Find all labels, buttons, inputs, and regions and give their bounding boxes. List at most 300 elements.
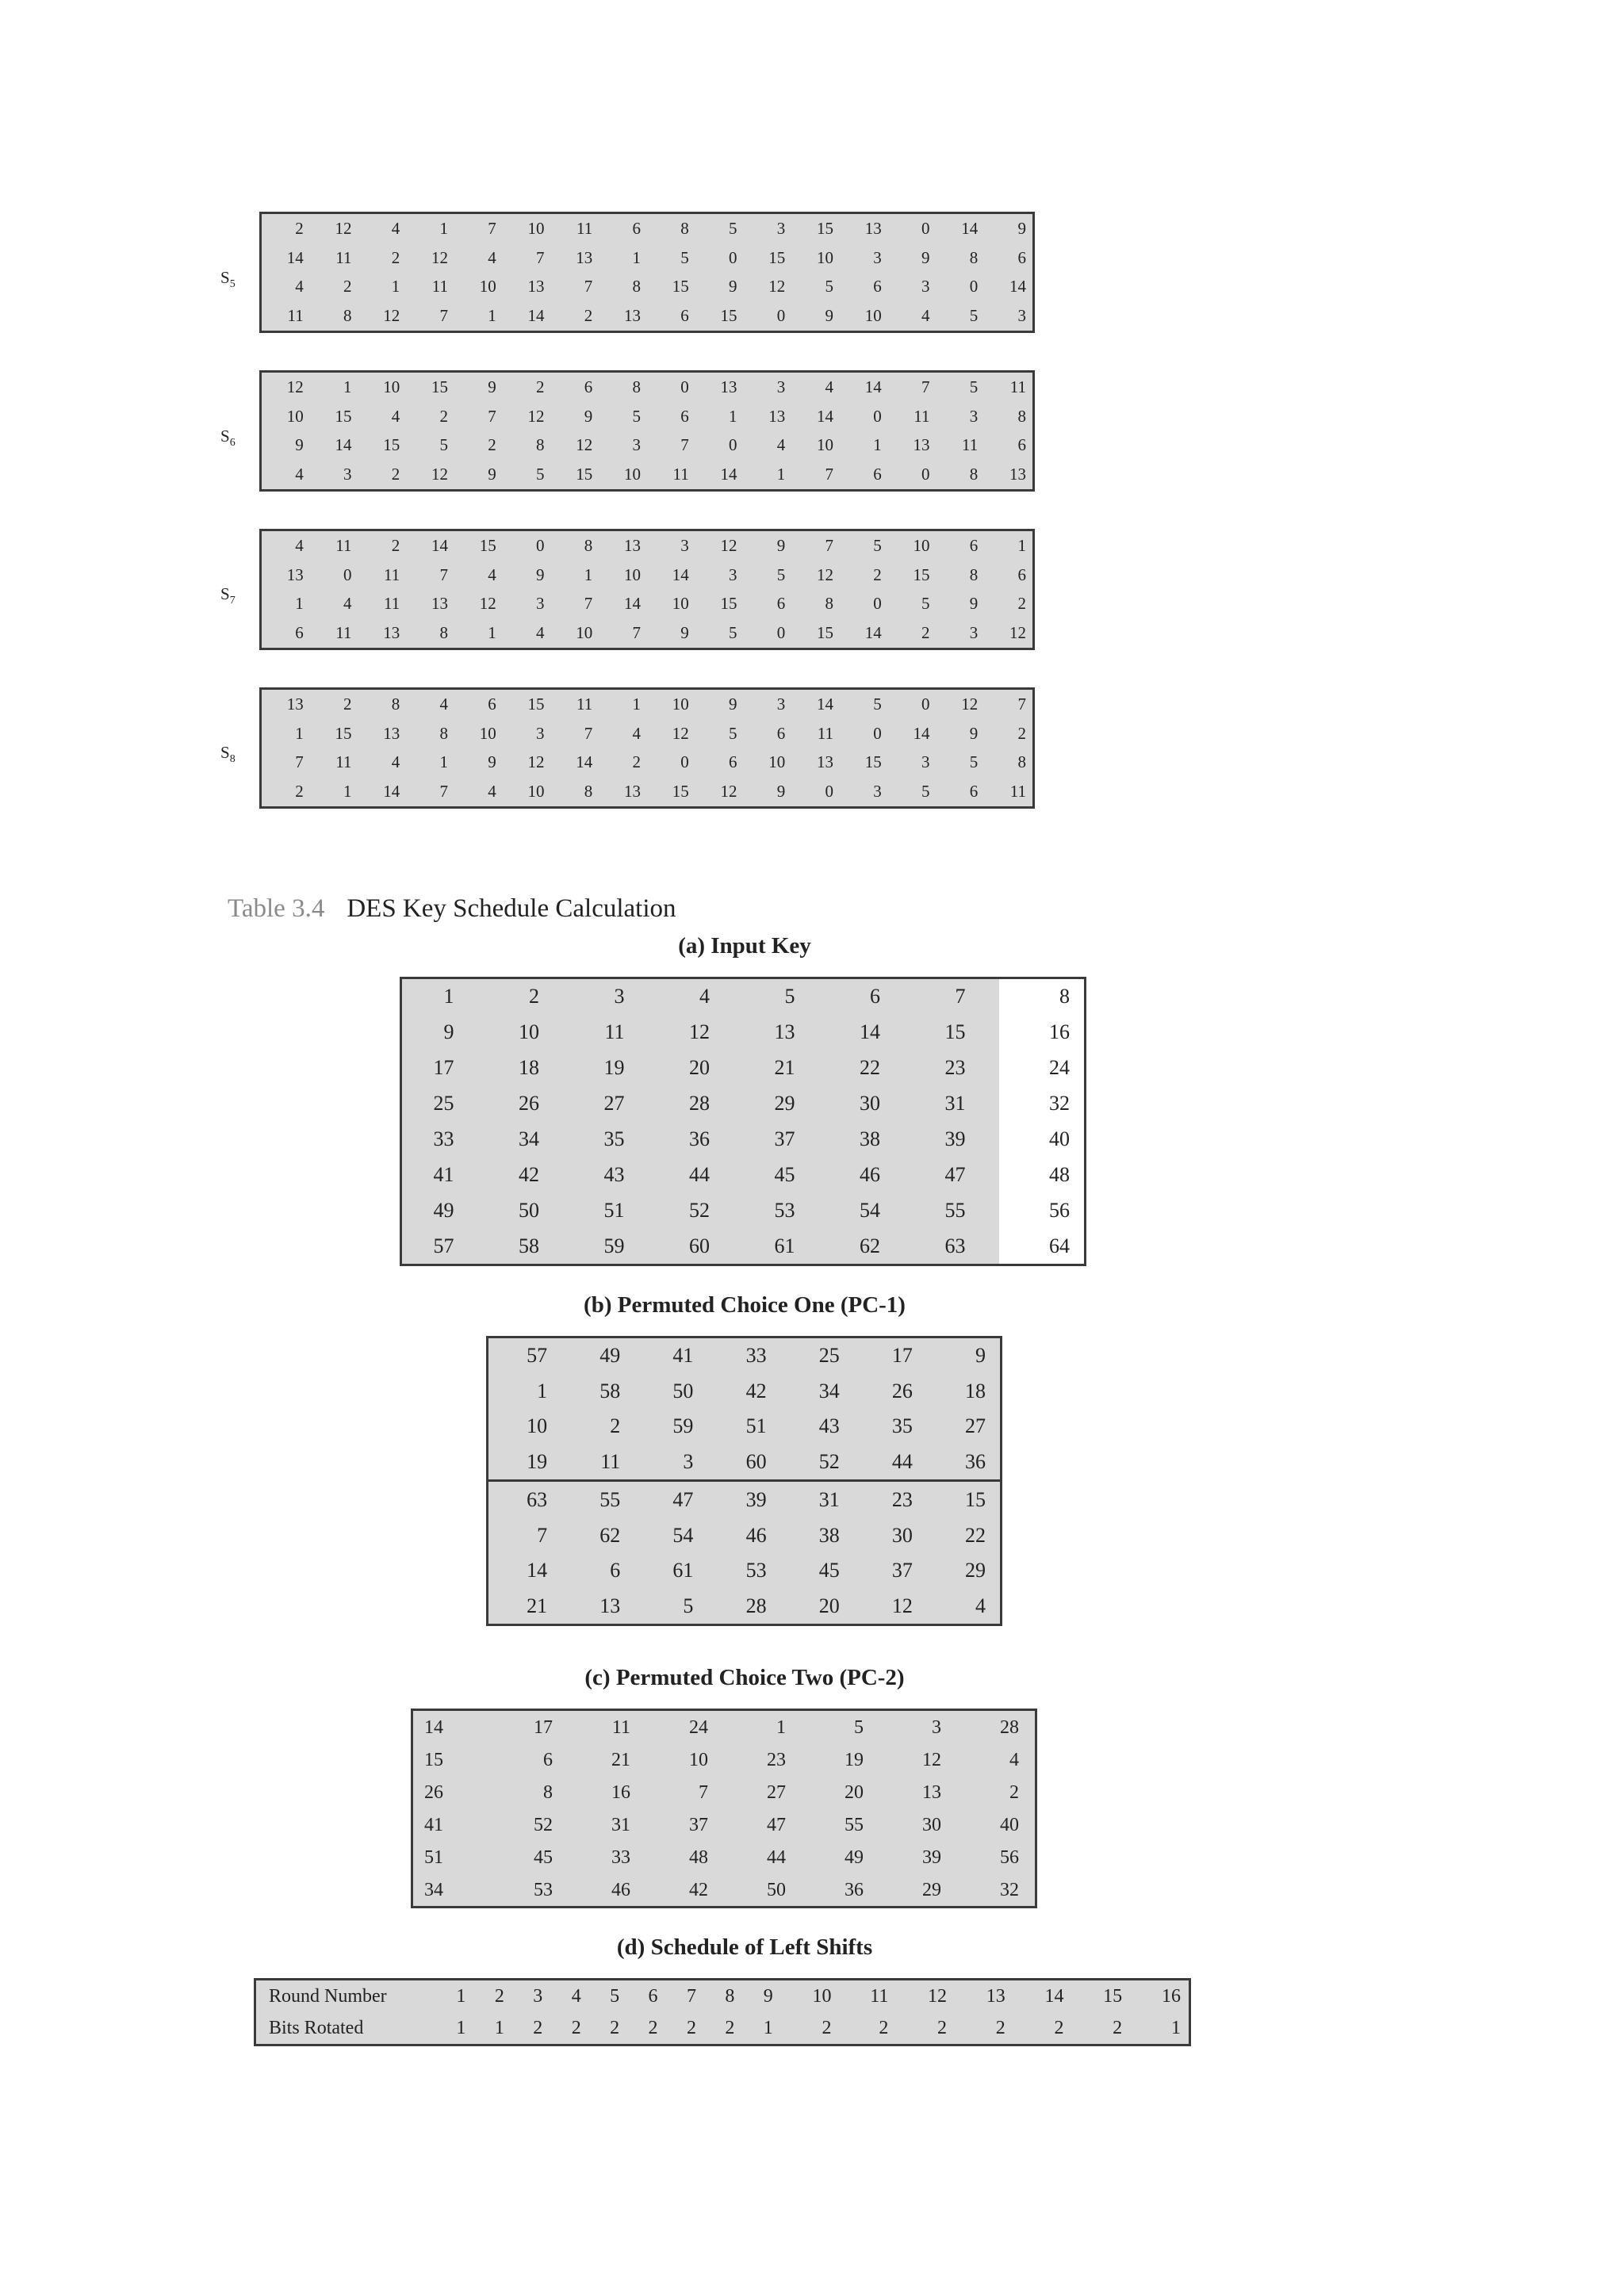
pc1-cell: 59 xyxy=(672,1414,694,1437)
sbox-cell: 7 xyxy=(295,752,304,772)
sbox-cell: 7 xyxy=(488,406,496,426)
sbox-cell: 7 xyxy=(584,277,593,297)
input-key-cell: 4 xyxy=(658,979,744,1015)
sbox-cell: 3 xyxy=(776,377,786,396)
sbox-cell: 15 xyxy=(479,535,496,555)
sbox-cell: 9 xyxy=(921,247,930,267)
input-key-row xyxy=(402,1192,1084,1228)
sbox-cell: 2 xyxy=(873,564,882,584)
round-number-cell: 1 xyxy=(456,1986,466,2007)
bits-rotated-cell: 1 xyxy=(456,2018,466,2038)
input-key-cell: 42 xyxy=(488,1157,573,1192)
pc1-cell: 46 xyxy=(745,1523,767,1547)
sbox-cell: 10 xyxy=(913,535,930,555)
input-key-cell: 44 xyxy=(658,1157,744,1192)
pc2-cell: 11 xyxy=(611,1716,630,1738)
sbox-cell: 4 xyxy=(295,277,304,297)
pc2-cell: 24 xyxy=(689,1716,708,1738)
sbox-cell: 10 xyxy=(672,694,689,714)
pc1-cell: 58 xyxy=(599,1379,621,1402)
round-number-label: Round Number xyxy=(269,1986,387,2007)
sbox-cell: 11 xyxy=(576,218,593,238)
sbox-row xyxy=(262,243,1032,273)
sbox-cell: 9 xyxy=(584,406,593,426)
pc2-cell: 3 xyxy=(932,1716,941,1738)
input-key-cell: 17 xyxy=(402,1050,488,1086)
pc2-cell: 47 xyxy=(767,1814,786,1835)
sbox-cell: 13 xyxy=(624,535,641,555)
sbox-cell: 14 xyxy=(624,594,641,614)
pc2-cell: 4 xyxy=(1009,1749,1019,1770)
input-key-cell: 12 xyxy=(658,1015,744,1050)
input-key-cell: 59 xyxy=(573,1228,658,1264)
sbox-cell: 8 xyxy=(536,435,545,455)
sbox-cell: 6 xyxy=(584,377,593,396)
input-key-cell: 47 xyxy=(914,1157,999,1192)
input-key-cell: 13 xyxy=(743,1015,829,1050)
sbox-cell: 0 xyxy=(873,406,882,426)
sbox-cell: 12 xyxy=(576,435,593,455)
round-number-cell: 13 xyxy=(986,1986,1005,2007)
sbox-cell: 15 xyxy=(768,247,786,267)
pc2-cell: 2 xyxy=(1009,1781,1019,1803)
sbox-cell: 3 xyxy=(776,694,786,714)
sbox-cell: 0 xyxy=(680,377,689,396)
input-key-cell: 29 xyxy=(743,1086,829,1122)
input-key-cell: 9 xyxy=(402,1015,488,1050)
sbox-cell: 0 xyxy=(729,247,737,267)
sbox-cell: 5 xyxy=(680,247,689,267)
sbox-cell: 10 xyxy=(817,247,833,267)
sbox-cell: 2 xyxy=(488,435,496,455)
sbox-cell: 4 xyxy=(776,435,786,455)
sbox-cell: 5 xyxy=(873,535,882,555)
sbox-cell: 2 xyxy=(295,782,304,802)
round-number-cell: 2 xyxy=(494,1986,504,2007)
pc1-cell: 15 xyxy=(965,1488,986,1512)
pc1-row xyxy=(488,1409,1000,1444)
pc1-cell: 47 xyxy=(672,1488,694,1512)
sbox-cell: 7 xyxy=(439,306,448,326)
round-number-cell: 15 xyxy=(1103,1986,1123,2007)
pc2-row xyxy=(413,1873,1035,1906)
sbox-cell: 9 xyxy=(488,752,496,772)
input-key-cell: 24 xyxy=(999,1050,1085,1086)
pc1-cell: 39 xyxy=(745,1488,767,1512)
pc2-cell: 39 xyxy=(922,1846,941,1868)
input-key-cell: 2 xyxy=(488,979,573,1015)
sbox-label-s8: $S_8$ xyxy=(220,743,236,766)
sbox-cell: 4 xyxy=(921,306,930,326)
sbox-label-s6: $S_6$ xyxy=(220,427,236,450)
sbox-cell: 7 xyxy=(439,782,448,802)
sbox-s6-table xyxy=(262,373,1032,489)
sbox-cell: 9 xyxy=(295,435,304,455)
sbox-cell: 15 xyxy=(913,564,930,584)
sbox-cell: 8 xyxy=(969,564,979,584)
sbox-s5-table xyxy=(262,214,1032,331)
input-key-cell: 54 xyxy=(829,1192,914,1228)
pc1-cell: 36 xyxy=(927,1444,1000,1481)
sbox-cell: 0 xyxy=(776,306,786,326)
input-key-cell: 55 xyxy=(914,1192,999,1228)
sbox-cell: 11 xyxy=(335,752,352,772)
sbox-cell: 7 xyxy=(921,377,930,396)
sbox-cell: 4 xyxy=(391,406,400,426)
input-key-cell: 5 xyxy=(743,979,829,1015)
sbox-row xyxy=(262,690,1032,719)
sbox-cell: 3 xyxy=(873,247,882,267)
pc2-cell: 50 xyxy=(767,1879,786,1900)
input-key-cell: 14 xyxy=(829,1015,914,1050)
input-key-cell: 33 xyxy=(402,1122,488,1158)
pc1-cell: 30 xyxy=(891,1523,913,1547)
sbox-cell: 3 xyxy=(343,465,352,484)
sbox-cell: 5 xyxy=(969,752,979,772)
sbox-cell: 12 xyxy=(720,782,737,802)
sbox-cell: 14 xyxy=(383,782,400,802)
pc1-cell: 10 xyxy=(527,1414,548,1437)
sbox-cell: 8 xyxy=(584,535,593,555)
sbox-cell: 8 xyxy=(1017,752,1026,772)
sbox-cell: 8 xyxy=(825,594,833,614)
pc2-cell: 16 xyxy=(611,1781,630,1803)
sbox-cell: 14 xyxy=(1009,277,1026,297)
sbox-row xyxy=(262,531,1032,561)
pc2-cell: 32 xyxy=(1000,1879,1019,1900)
sbox-cell: 7 xyxy=(825,465,833,484)
round-number-cell: 4 xyxy=(571,1986,581,2007)
pc2-cell: 12 xyxy=(922,1749,941,1770)
input-key-cell: 64 xyxy=(999,1228,1085,1264)
pc1-cell: 43 xyxy=(818,1414,840,1437)
input-key-cell: 36 xyxy=(658,1122,744,1158)
sbox-cell: 14 xyxy=(864,623,882,643)
input-key-cell: 46 xyxy=(829,1157,914,1192)
sbox-cell: 14 xyxy=(576,752,593,772)
pc2-cell: 29 xyxy=(922,1879,941,1900)
sbox-cell: 11 xyxy=(431,277,448,297)
sbox-cell: 9 xyxy=(488,377,496,396)
sbox-cell: 1 xyxy=(632,247,641,267)
sbox-cell: 8 xyxy=(969,465,979,484)
sbox-cell: 0 xyxy=(680,752,689,772)
sbox-cell: 1 xyxy=(488,306,496,326)
input-key-row xyxy=(402,1157,1084,1192)
pc1-cell: 61 xyxy=(672,1559,694,1582)
sbox-cell: 14 xyxy=(527,306,545,326)
sbox-cell: 10 xyxy=(624,465,641,484)
pc1-cell: 14 xyxy=(527,1559,548,1582)
sbox-cell: 10 xyxy=(768,752,786,772)
pc1-cell: 11 xyxy=(561,1444,634,1481)
pc2-table xyxy=(411,1709,1037,1908)
input-key-row xyxy=(402,1228,1084,1264)
sbox-cell: 4 xyxy=(488,247,496,267)
input-key-caption: (a) Input Key xyxy=(678,933,811,959)
sbox-cell: 0 xyxy=(343,564,352,584)
bits-rotated-cell: 2 xyxy=(571,2018,581,2038)
sbox-cell: 5 xyxy=(921,782,930,802)
sbox-cell: 0 xyxy=(825,782,833,802)
pc1-cell: 9 xyxy=(975,1344,986,1368)
sbox-cell: 11 xyxy=(962,435,979,455)
pc2-cell: 17 xyxy=(534,1716,553,1738)
round-number-cell: 10 xyxy=(812,1986,832,2007)
sbox-s8-table xyxy=(262,690,1032,806)
sbox-cell: 11 xyxy=(817,723,833,743)
sbox-cell: 7 xyxy=(536,247,545,267)
pc1-cell: 23 xyxy=(891,1488,913,1512)
sbox-cell: 11 xyxy=(384,564,400,584)
sbox-cell: 5 xyxy=(969,306,979,326)
sbox-cell: 6 xyxy=(680,306,689,326)
sbox-cell: 13 xyxy=(913,435,930,455)
sbox-label-s7: $S_7$ xyxy=(220,584,236,607)
bits-rotated-cell: 2 xyxy=(879,2018,889,2038)
sbox-cell: 1 xyxy=(873,435,882,455)
pc1-cell: 2 xyxy=(610,1414,621,1437)
pc2-cell: 37 xyxy=(689,1814,708,1835)
sbox-cell: 5 xyxy=(776,564,786,584)
pc2-cell: 46 xyxy=(611,1879,630,1900)
sbox-cell: 9 xyxy=(776,535,786,555)
pc1-cell: 1 xyxy=(537,1379,548,1402)
pc2-row xyxy=(413,1743,1035,1776)
pc2-cell: 30 xyxy=(922,1814,941,1835)
sbox-cell: 11 xyxy=(335,535,352,555)
sbox-cell: 1 xyxy=(632,694,641,714)
input-key-cell: 58 xyxy=(488,1228,573,1264)
input-key-cell: 19 xyxy=(573,1050,658,1086)
input-key-row xyxy=(402,1050,1084,1086)
pc1-cell: 41 xyxy=(672,1344,694,1368)
sbox-cell: 12 xyxy=(335,218,352,238)
sbox-cell: 14 xyxy=(817,406,833,426)
sbox-cell: 9 xyxy=(729,277,737,297)
sbox-cell: 3 xyxy=(921,752,930,772)
sbox-cell: 6 xyxy=(873,277,882,297)
sbox-row xyxy=(262,561,1032,590)
pc2-cell: 23 xyxy=(767,1749,786,1770)
sbox-cell: 13 xyxy=(383,723,400,743)
sbox-cell: 12 xyxy=(817,564,833,584)
pc1-caption: (b) Permuted Choice One (PC-1) xyxy=(584,1292,906,1318)
sbox-cell: 2 xyxy=(391,247,400,267)
sbox-cell: 7 xyxy=(488,218,496,238)
pc1-cell: 34 xyxy=(818,1379,840,1402)
round-number-cell: 16 xyxy=(1162,1986,1181,2007)
round-number-cell: 12 xyxy=(928,1986,948,2007)
sbox-cell: 5 xyxy=(729,623,737,643)
pc1-table xyxy=(486,1336,1002,1626)
input-key-cell: 56 xyxy=(999,1192,1085,1228)
sbox-row xyxy=(262,618,1032,648)
pc2-cell: 13 xyxy=(922,1781,941,1803)
sbox-cell: 4 xyxy=(825,377,833,396)
sbox-cell: 13 xyxy=(768,406,786,426)
sbox-s5 xyxy=(259,212,1035,333)
sbox-cell: 2 xyxy=(584,306,593,326)
pc1-cell: 27 xyxy=(965,1414,986,1437)
sbox-cell: 6 xyxy=(295,623,304,643)
sbox-cell: 15 xyxy=(720,306,737,326)
bits-rotated-cell: 1 xyxy=(494,2018,504,2038)
input-key-cell: 21 xyxy=(743,1050,829,1086)
sbox-row xyxy=(262,373,1032,402)
pc1-cell: 44 xyxy=(854,1444,927,1481)
pc2-cell: 33 xyxy=(611,1846,630,1868)
input-key-cell: 57 xyxy=(402,1228,488,1264)
sbox-cell: 3 xyxy=(776,218,786,238)
sbox-cell: 9 xyxy=(680,623,689,643)
sbox-cell: 10 xyxy=(286,406,304,426)
sbox-cell: 7 xyxy=(825,535,833,555)
pc2-cell: 31 xyxy=(611,1814,630,1835)
shifts-table xyxy=(254,1978,1191,2046)
sbox-cell: 12 xyxy=(961,694,979,714)
sbox-cell: 14 xyxy=(817,694,833,714)
pc1-cell: 3 xyxy=(634,1444,707,1481)
sbox-cell: 1 xyxy=(439,752,448,772)
sbox-s7 xyxy=(259,529,1035,650)
sbox-cell: 13 xyxy=(527,277,545,297)
input-key-cell: 45 xyxy=(743,1157,829,1192)
sbox-cell: 10 xyxy=(624,564,641,584)
bits-rotated-cell: 2 xyxy=(533,2018,543,2038)
pc1-cell: 17 xyxy=(891,1344,913,1368)
sbox-cell: 7 xyxy=(439,564,448,584)
input-key-cell: 63 xyxy=(914,1228,999,1264)
sbox-cell: 14 xyxy=(961,218,979,238)
sbox-cell: 4 xyxy=(632,723,641,743)
pc1-cell: 54 xyxy=(672,1523,694,1547)
pc2-row xyxy=(413,1841,1035,1873)
pc2-cell: 36 xyxy=(845,1879,864,1900)
round-number-cell: 3 xyxy=(533,1986,543,2007)
sbox-cell: 5 xyxy=(729,218,737,238)
sbox-cell: 13 xyxy=(286,564,304,584)
sbox-cell: 9 xyxy=(536,564,545,584)
sbox-cell: 11 xyxy=(1009,782,1026,802)
pc2-cell: 21 xyxy=(611,1749,630,1770)
sbox-cell: 15 xyxy=(817,218,833,238)
input-key-row xyxy=(402,1086,1084,1122)
pc2-cell: 8 xyxy=(543,1781,553,1803)
sbox-cell: 15 xyxy=(576,465,593,484)
sbox-cell: 11 xyxy=(384,594,400,614)
sbox-cell: 2 xyxy=(391,465,400,484)
bits-rotated-cell: 2 xyxy=(610,2018,620,2038)
sbox-cell: 10 xyxy=(576,623,593,643)
pc1-cell: 25 xyxy=(818,1344,840,1368)
pc2-cell: 40 xyxy=(1000,1814,1019,1835)
sbox-cell: 0 xyxy=(776,623,786,643)
sbox-cell: 13 xyxy=(576,247,593,267)
table-caption xyxy=(228,894,676,924)
input-key-cell: 27 xyxy=(573,1086,658,1122)
pc1-cell: 45 xyxy=(818,1559,840,1582)
input-key-table xyxy=(400,977,1086,1266)
sbox-cell: 4 xyxy=(536,623,545,643)
sbox-cell: 3 xyxy=(680,535,689,555)
bits-rotated-cell: 2 xyxy=(822,2018,832,2038)
sbox-cell: 0 xyxy=(921,465,930,484)
pc1-cell: 51 xyxy=(745,1414,767,1437)
sbox-cell: 8 xyxy=(439,623,448,643)
sbox-cell: 13 xyxy=(720,377,737,396)
input-key-cell: 6 xyxy=(829,979,914,1015)
sbox-row xyxy=(262,460,1032,489)
table-number: Table 3.4 xyxy=(228,894,325,923)
pc1-row xyxy=(488,1481,1000,1518)
pc1-cell: 53 xyxy=(745,1559,767,1582)
sbox-cell: 4 xyxy=(439,694,448,714)
sbox-cell: 10 xyxy=(817,435,833,455)
sbox-cell: 13 xyxy=(431,594,448,614)
sbox-cell: 1 xyxy=(776,465,786,484)
sbox-cell: 13 xyxy=(817,752,833,772)
sbox-cell: 8 xyxy=(439,723,448,743)
shifts-caption: (d) Schedule of Left Shifts xyxy=(616,1934,873,1960)
sbox-cell: 4 xyxy=(391,752,400,772)
sbox-row xyxy=(262,214,1032,243)
input-key-row xyxy=(402,979,1084,1015)
sbox-cell: 6 xyxy=(632,218,641,238)
pc2-cell: 14 xyxy=(424,1716,443,1738)
sbox-cell: 9 xyxy=(1017,218,1026,238)
pc1-cell: 22 xyxy=(965,1523,986,1547)
round-number-cell: 7 xyxy=(686,1986,696,2007)
sbox-cell: 9 xyxy=(776,782,786,802)
input-key-row xyxy=(402,1122,1084,1158)
pc2-cell: 34 xyxy=(424,1879,443,1900)
input-key-cell: 18 xyxy=(488,1050,573,1086)
sbox-cell: 13 xyxy=(624,782,641,802)
sbox-cell: 1 xyxy=(439,218,448,238)
sbox-cell: 6 xyxy=(776,594,786,614)
sbox-cell: 0 xyxy=(536,535,545,555)
pc2-cell: 51 xyxy=(424,1846,443,1868)
sbox-cell: 5 xyxy=(729,723,737,743)
sbox-cell: 13 xyxy=(864,218,882,238)
sbox-row xyxy=(262,301,1032,331)
pc1-cell: 49 xyxy=(599,1344,621,1368)
sbox-row xyxy=(262,402,1032,431)
pc1-cell: 63 xyxy=(527,1488,548,1512)
pc2-cell: 42 xyxy=(689,1879,708,1900)
sbox-cell: 1 xyxy=(1017,535,1026,555)
pc1-cell: 6 xyxy=(610,1559,621,1582)
sbox-cell: 8 xyxy=(391,694,400,714)
sbox-cell: 0 xyxy=(969,277,979,297)
sbox-cell: 0 xyxy=(729,435,737,455)
pc1-cell: 42 xyxy=(745,1379,767,1402)
pc1-cell: 28 xyxy=(745,1594,767,1617)
input-key-cell: 34 xyxy=(488,1122,573,1158)
round-number-cell: 14 xyxy=(1044,1986,1064,2007)
sbox-cell: 7 xyxy=(584,594,593,614)
sbox-cell: 0 xyxy=(921,694,930,714)
sbox-cell: 2 xyxy=(439,406,448,426)
sbox-cell: 13 xyxy=(1009,465,1026,484)
pc1-row xyxy=(488,1338,1000,1373)
input-key-cell: 3 xyxy=(573,979,658,1015)
sbox-cell: 3 xyxy=(969,406,979,426)
pc1-cell: 18 xyxy=(965,1379,986,1402)
sbox-cell: 11 xyxy=(672,465,689,484)
bits-rotated-cell: 1 xyxy=(1171,2018,1181,2038)
